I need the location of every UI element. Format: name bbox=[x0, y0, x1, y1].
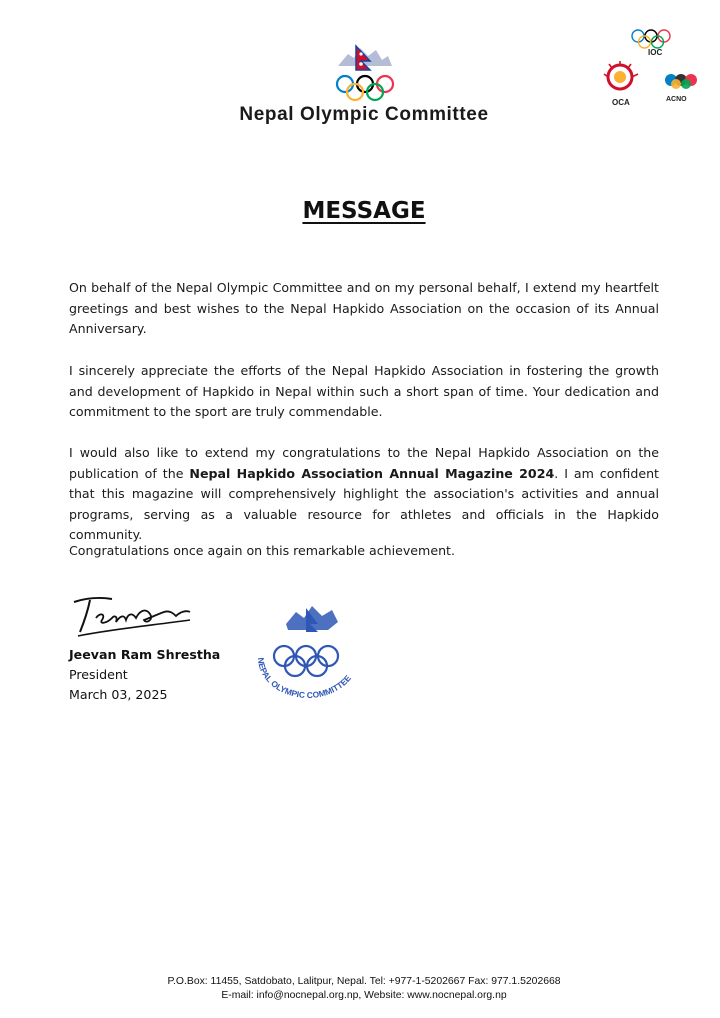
paragraph-4: Congratulations once again on this remarkable achievement. bbox=[69, 543, 455, 558]
signatory-position: President bbox=[69, 667, 128, 682]
signature bbox=[66, 590, 196, 642]
noc-stamp bbox=[248, 600, 366, 700]
message-date: March 03, 2025 bbox=[69, 687, 168, 702]
ioc-label: IOC bbox=[648, 48, 663, 57]
noc-logo bbox=[330, 40, 400, 106]
stamp-text: NEPAL OLYMPIC COMMITTEE bbox=[255, 657, 353, 700]
paragraph-2: I sincerely appreciate the efforts of the Nepal Hapkido Association in fostering the growth and development of Hapkido in Nepal within such a short span of time. Your dedication and commitment to the sport are truly commendable. bbox=[69, 363, 659, 420]
paragraph-3-start: I would also like to extend my congratulations to the Nepal Hapkido Association on the publication of the bbox=[69, 445, 659, 481]
paragraph-3-end: . I am confident that this magazine will comprehensively highlight the association's activities and annual programs, serving as a valuable resource for athletes and officials in the Hapkido community. bbox=[69, 465, 659, 543]
acno-logo bbox=[664, 70, 704, 94]
oca-label: OCA bbox=[612, 98, 630, 107]
acno-label: ACNO bbox=[666, 96, 687, 103]
page-title: MESSAGE bbox=[302, 198, 426, 224]
footer-email-website: E-mail: info@nocnepal.org.np, Website: www.nocnepal.org.np bbox=[221, 990, 507, 1001]
paragraph-3 bbox=[69, 443, 659, 546]
org-name: Nepal Olympic Committee bbox=[239, 104, 489, 125]
paragraph-1: On behalf of the Nepal Olympic Committee and on my personal behalf, I extend my heartfelt greetings and best wishes to the Nepal Hapkido Association on the occasion of its Annual Anniversary. bbox=[69, 280, 659, 337]
oca-logo bbox=[602, 60, 642, 96]
signatory-name: Jeevan Ram Shrestha bbox=[69, 647, 221, 662]
magazine-title: Nepal Hapkido Association Annual Magazine 2024 bbox=[189, 465, 555, 481]
footer-contact: P.O.Box: 11455, Satdobato, Lalitpur, Nepal. Tel: +977-1-5202667 Fax: 977.1.5202668 bbox=[167, 976, 561, 987]
